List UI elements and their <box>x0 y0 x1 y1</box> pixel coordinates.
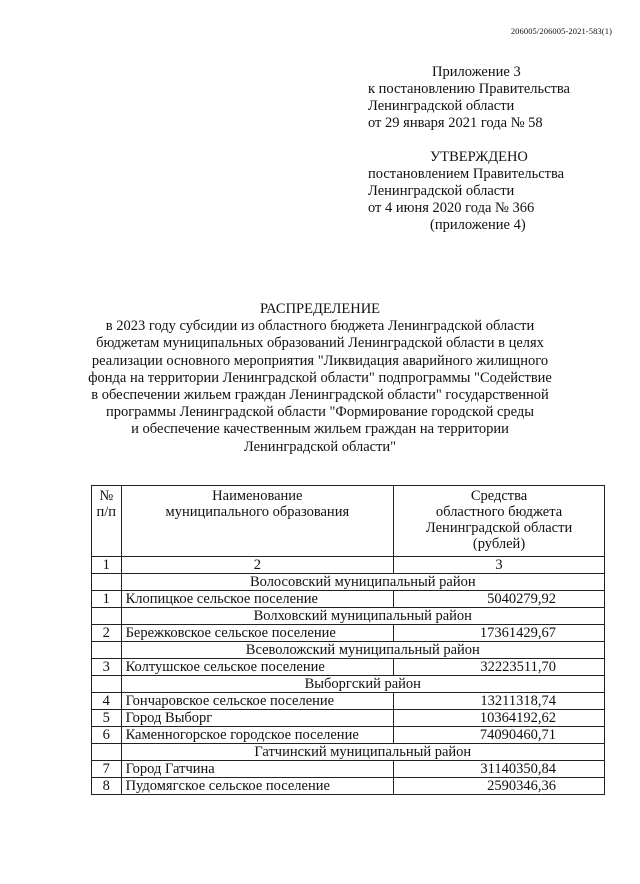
approval-line: постановлением Правительства <box>368 166 565 182</box>
approval-header <box>368 149 564 234</box>
distribution-table <box>91 485 605 795</box>
region-name: Волховский муниципальный район <box>121 608 604 625</box>
region-row <box>92 642 605 659</box>
region-row <box>92 744 605 761</box>
municipality-name: Гончаровское сельское поселение <box>121 693 394 710</box>
appendix-line: Ленинградской области <box>368 98 515 114</box>
header-funds <box>394 486 605 557</box>
subsidy-amount: 32223511,70 <box>394 659 605 676</box>
row-number: 2 <box>92 625 122 642</box>
municipality-name: Город Выборг <box>121 710 394 727</box>
header-text: п/п <box>96 504 117 520</box>
municipality-name: Город Гатчина <box>121 761 394 778</box>
row-number: 1 <box>92 591 122 608</box>
region-row <box>92 608 605 625</box>
title-line: Ленинградской области" <box>243 438 397 455</box>
subsidy-amount: 31140350,84 <box>394 761 605 778</box>
header-number <box>92 486 122 557</box>
column-number: 3 <box>394 557 605 574</box>
region-spacer <box>92 642 122 659</box>
table-row <box>92 591 605 608</box>
region-spacer <box>92 574 122 591</box>
municipality-name: Колтушское сельское поселение <box>121 659 394 676</box>
region-spacer <box>92 608 122 625</box>
region-name: Гатчинский муниципальный район <box>121 744 604 761</box>
municipality-name: Пудомягское сельское поселение <box>121 778 394 795</box>
header-text: № <box>99 488 114 504</box>
title-line: и обеспечение качественным жильем граждан на территории <box>131 421 509 438</box>
title-line: программы Ленинградской области "Формирование городской среды <box>105 404 535 421</box>
header-text: (рублей) <box>472 536 526 552</box>
municipality-name: Бережковское сельское поселение <box>121 625 394 642</box>
region-spacer <box>92 744 122 761</box>
row-number: 5 <box>92 710 122 727</box>
header-text: Средства <box>470 488 528 504</box>
municipality-name: Клопицкое сельское поселение <box>121 591 394 608</box>
title-line: бюджетам муниципальных образований Ленинградской области в целях <box>96 335 544 352</box>
header-text: муниципального образования <box>165 504 350 520</box>
column-number: 1 <box>92 557 122 574</box>
subsidy-amount: 74090460,71 <box>394 727 605 744</box>
appendix-line: от 29 января 2021 года № 58 <box>368 115 543 131</box>
row-number: 3 <box>92 659 122 676</box>
title-line: реализации основного мероприятия "Ликвидация аварийного жилищного <box>91 352 549 369</box>
column-number: 2 <box>121 557 394 574</box>
row-number: 8 <box>92 778 122 795</box>
title-line: в 2023 году субсидии из областного бюджета Ленинградской области <box>105 318 535 335</box>
table-row <box>92 659 605 676</box>
region-name: Выборгский район <box>121 676 604 693</box>
table-header-row <box>92 486 605 557</box>
approval-line: Ленинградской области <box>368 183 515 199</box>
title-line: в обеспечении жильем граждан Ленинградской области" государственной <box>91 387 549 404</box>
header-text: Наименование <box>212 488 303 504</box>
region-row <box>92 574 605 591</box>
appendix-line: к постановлению Правительства <box>368 81 570 97</box>
table-row <box>92 778 605 795</box>
column-number-row <box>92 557 605 574</box>
document-id: 206005/206005-2021-583(1) <box>510 26 612 36</box>
subsidy-amount: 5040279,92 <box>394 591 605 608</box>
subsidy-amount: 13211318,74 <box>394 693 605 710</box>
row-number: 7 <box>92 761 122 778</box>
approval-line: (приложение 4) <box>430 217 526 233</box>
title-heading: РАСПРЕДЕЛЕНИЕ <box>259 301 381 317</box>
document-title <box>80 301 560 456</box>
table-row <box>92 761 605 778</box>
header-text: Ленинградской области <box>425 520 573 536</box>
row-number: 4 <box>92 693 122 710</box>
table-row <box>92 693 605 710</box>
header-text: областного бюджета <box>435 504 563 520</box>
title-line: фонда на территории Ленинградской области" подпрограммы "Содействие <box>88 369 552 386</box>
region-row <box>92 676 605 693</box>
appendix-header <box>368 64 570 132</box>
row-number: 6 <box>92 727 122 744</box>
region-name: Всеволожский муниципальный район <box>121 642 604 659</box>
municipality-name: Каменногорское городское поселение <box>121 727 394 744</box>
appendix-number: Приложение 3 <box>432 64 521 80</box>
table-row <box>92 710 605 727</box>
subsidy-amount: 17361429,67 <box>394 625 605 642</box>
table-row <box>92 727 605 744</box>
approved-label: УТВЕРЖДЕНО <box>430 149 528 165</box>
subsidy-amount: 10364192,62 <box>394 710 605 727</box>
region-spacer <box>92 676 122 693</box>
subsidy-amount: 2590346,36 <box>394 778 605 795</box>
approval-line: от 4 июня 2020 года № 366 <box>368 200 535 216</box>
region-name: Волосовский муниципальный район <box>121 574 604 591</box>
header-name <box>121 486 394 557</box>
table-row <box>92 625 605 642</box>
